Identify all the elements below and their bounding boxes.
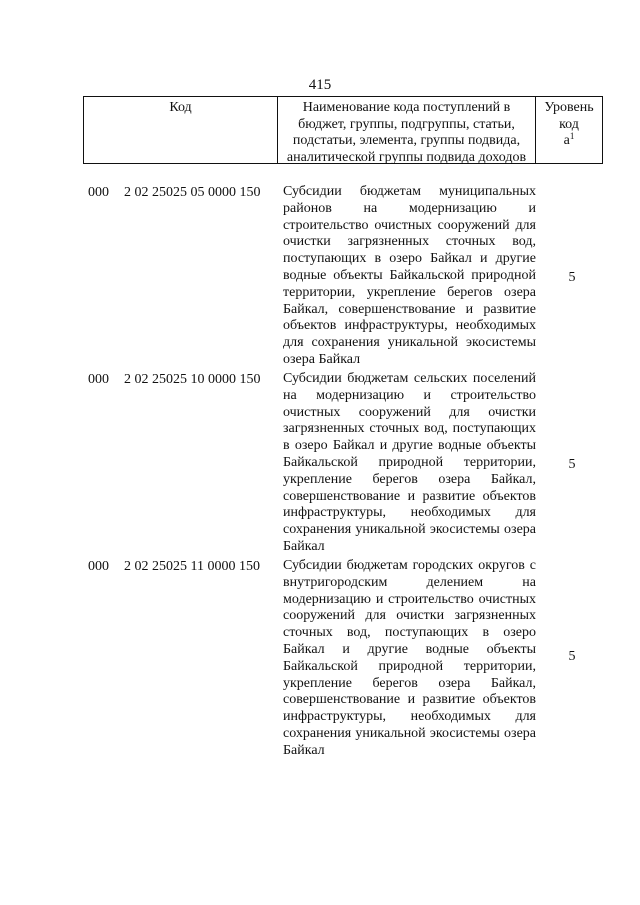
header-level bbox=[536, 97, 602, 163]
table-row bbox=[0, 371, 640, 558]
header-level-footnote: 1 bbox=[569, 131, 575, 141]
revenue-description: Субсидии бюджетам муниципальных районов на модернизацию и строительство очистных сооружений для очистки загрязненных сточных вод, поступающих в озеро Байкал и другие водные объекты Байкальской природной территории, укрепление берегов озера Байкал, совершенствование и развитие объектов инфраструктуры, необходимых для сохранения уникальной экосистемы озера Байкал bbox=[283, 184, 536, 367]
revenue-code: 2 02 25025 05 0000 150 bbox=[124, 185, 261, 200]
table-header bbox=[83, 96, 603, 164]
admin-code: 000 bbox=[88, 559, 109, 574]
header-name: Наименование кода поступлений в бюджет, группы, подгруппы, статьи, подстатьи, элемента, группы подвида, аналитической группы подвида доходов bbox=[278, 97, 536, 163]
page-number: 415 bbox=[308, 77, 332, 93]
table-row bbox=[0, 558, 640, 763]
budget-level: 5 bbox=[568, 270, 576, 285]
header-level-suffix: а bbox=[563, 133, 570, 148]
revenue-description: Субсидии бюджетам сельских поселений на модернизацию и строительство очистных сооружений для очистки загрязненных сточных вод, поступающих в озеро Байкал и другие водные объекты Байкальской природной территории, укрепление берегов озера Байкал, совершенствование и развитие объектов инфраструктуры, необходимых для сохранения уникальной экосистемы озера Байкал bbox=[283, 371, 536, 554]
admin-code: 000 bbox=[88, 185, 109, 200]
admin-code: 000 bbox=[88, 372, 109, 387]
budget-level: 5 bbox=[568, 649, 576, 664]
revenue-code: 2 02 25025 10 0000 150 bbox=[124, 372, 261, 387]
header-code: Код bbox=[84, 97, 278, 163]
revenue-description: Субсидии бюджетам городских округов с внутригородским делением на модернизацию и строительство очистных сооружений для очистки загрязненных сточных вод, поступающих в озеро Байкал и другие водные объекты Байкальской природной территории, укрепление берегов озера Байкал, совершенствование и развитие объектов инфраструктуры, необходимых для сохранения уникальной экосистемы озера Байкал bbox=[283, 558, 536, 758]
revenue-code: 2 02 25025 11 0000 150 bbox=[124, 559, 260, 574]
table-body bbox=[0, 184, 640, 763]
table-row bbox=[0, 184, 640, 371]
budget-level: 5 bbox=[568, 457, 576, 472]
header-level-text: Уровень код bbox=[544, 100, 594, 132]
